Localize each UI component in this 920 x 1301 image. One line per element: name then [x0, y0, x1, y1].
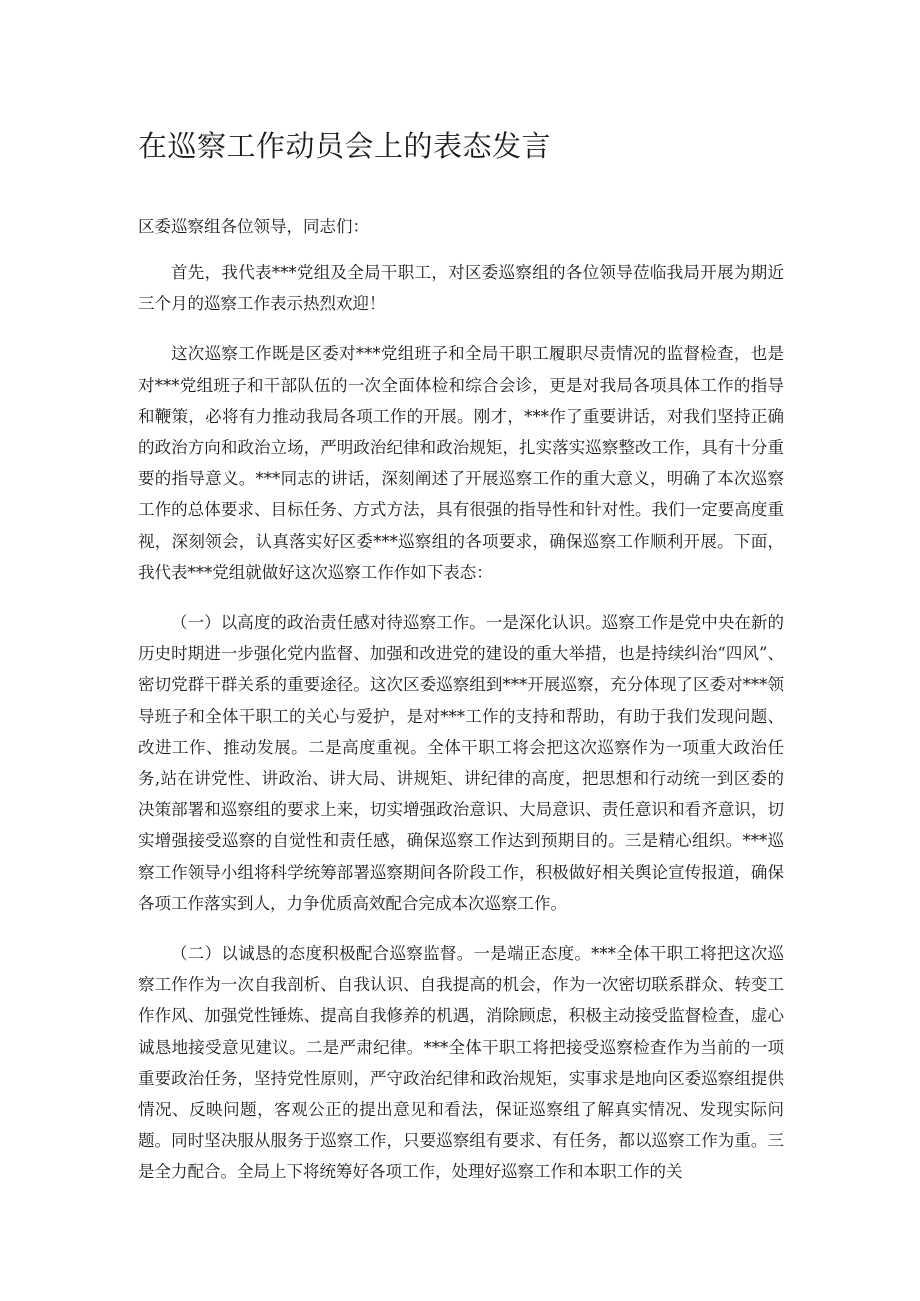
paragraph-section-one: （一）以高度的政治责任感对待巡察工作。一是深化认识。巡察工作是党中央在新的历史时期进一步强化党内监督、加强和改进党的建设的重大举措，也是持续纠治“四风”、密切党群干群关系的重要途径。这次区委巡察组到***开展巡察，充分体现了区委对***领导班子和全体干职工的关心与爱护，是对***工作的支持和帮助，有助于我们发现问题、改进工作、推动发展。二是高度重视。全体干职工将会把这次巡察作为一项重大政治任务,站在讲党性、讲政治、讲大局、讲规矩、讲纪律的高度，把思想和行动统一到区委的决策部署和巡察组的要求上来，切实增强政治意识、大局意识、责任意识和看齐意识，切实增强接受巡察的自觉性和责任感，确保巡察工作达到预期目的。三是精心组织。***巡察工作领导小组将科学统筹部署巡察期间各阶段工作，积极做好相关舆论宣传报道，确保各项工作落实到人，力争优质高效配合完成本次巡察工作。 [138, 613, 784, 913]
paragraph-welcome: 首先，我代表***党组及全局干职工，对区委巡察组的各位领导莅临我局开展为期近三个月的巡察工作表示热烈欢迎！ [138, 263, 784, 314]
paragraph-significance: 这次巡察工作既是区委对***党组班子和全局干职工履职尽责情况的监督检查，也是对***党组班子和干部队伍的一次全面体检和综合会诊，更是对我局各项具体工作的指导和鞭策，必将有力推动我局各项工作的开展。刚才，***作了重要讲话，对我们坚持正确的政治方向和政治立场，严明政治纪律和政治规矩，扎实落实巡察整改工作，具有十分重要的指导意义。***同志的讲话，深刻阐述了开展巡察工作的重大意义，明确了本次巡察工作的总体要求、目标任务、方式方法，具有很强的指导性和针对性。我们一定要高度重视，深刻领会，认真落实好区委***巡察组的各项要求，确保巡察工作顺利开展。下面，我代表***党组就做好这次巡察工作作如下表态： [138, 344, 784, 582]
document-title: 在巡察工作动员会上的表态发言 [138, 129, 552, 163]
paragraph-section-two: （二）以诚恳的态度积极配合巡察监督。一是端正态度。***全体干职工将把这次巡察工作作为一次自我剖析、自我认识、自我提高的机会，作为一次密切联系群众、转变工作作风、加强党性锤炼、提高自我修养的机遇，消除顾虑，积极主动接受监督检查，虚心诚恳地接受意见建议。二是严肃纪律。***全体干职工将把接受巡察检查作为当前的一项重要政治任务，坚持党性原则，严守政治纪律和政治规矩，实事求是地向区委巡察组提供情况、反映问题，客观公正的提出意见和看法，保证巡察组了解真实情况、发现实际问题。同时坚决服从服务于巡察工作，只要巡察组有要求、有任务，都以巡察工作为重。三是全力配合。全局上下将统筹好各项工作，处理好巡察工作和本职工作的关 [138, 944, 784, 1182]
salutation: 区委巡察组各位领导，同志们： [138, 217, 369, 236]
document-body [138, 257, 784, 1207]
